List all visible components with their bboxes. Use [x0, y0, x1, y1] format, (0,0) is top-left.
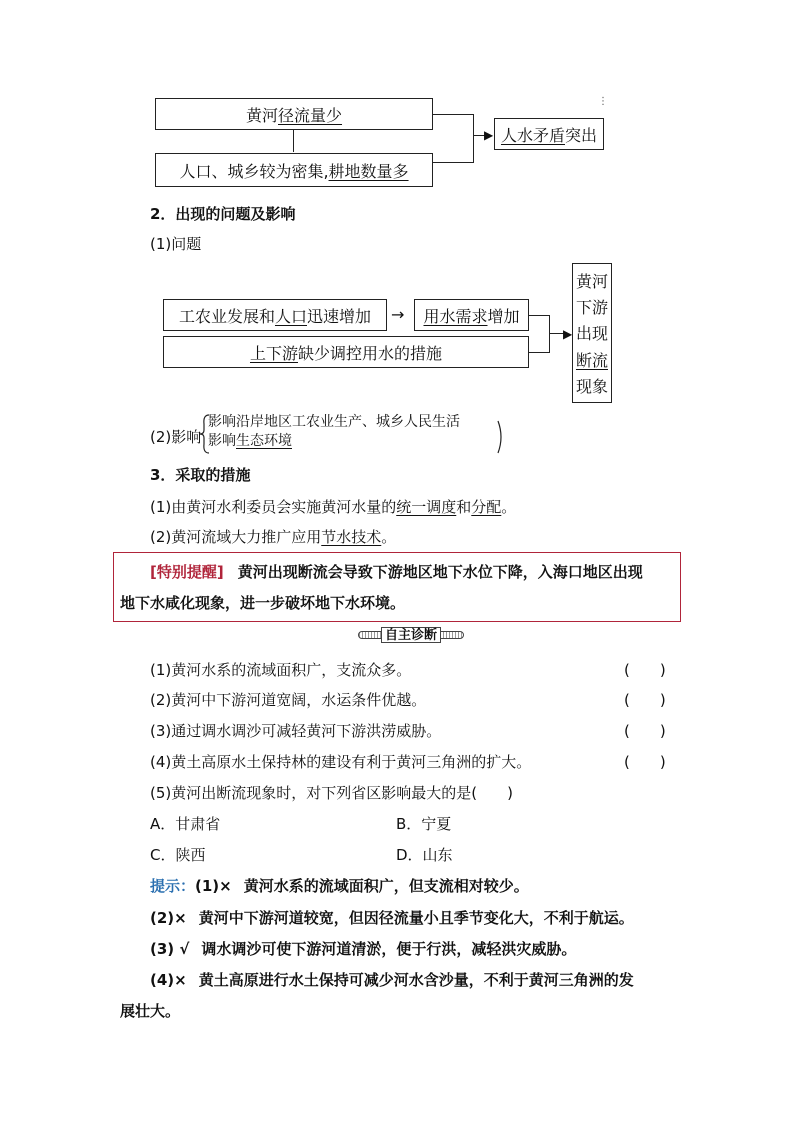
measure1-post: 。	[501, 498, 517, 516]
hint-1	[150, 876, 529, 896]
question-1: (1)黄河水系的流域面积广，支流众多。	[150, 661, 412, 679]
hint-3	[150, 939, 576, 959]
answer-paren-4[interactable]: ( )	[624, 753, 666, 771]
hint4-text: 黄土高原进行水土保持可减少河水含沙量，不利于黄河三角洲的发	[198, 971, 634, 989]
measure-2	[150, 527, 396, 547]
corner-mark: ⋮	[598, 96, 608, 107]
measure2-pre: (2)黄河流域大力推广应用	[150, 528, 322, 546]
note-tag: [特别提醒]	[150, 563, 224, 581]
impact-line-2	[208, 433, 292, 449]
box-population-pre: 人口、城乡较为密集,	[179, 161, 329, 181]
impact-line2-u: 生态环境	[236, 433, 292, 449]
measure1-u1: 统一调度	[396, 498, 457, 516]
impact-line-1: 影响沿岸地区工农业生产、城乡人民生活	[208, 414, 460, 430]
box-industry-pre: 工农业发展和	[178, 306, 275, 326]
measure2-u: 节水技术	[321, 528, 382, 546]
hint3-text: 调水调沙可使下游河道清淤，便于行洪，减轻洪灾威胁。	[201, 940, 577, 958]
hint-label: 提示：	[150, 877, 196, 895]
right-paren-icon	[497, 420, 505, 454]
box-demand-post: 增加	[487, 306, 520, 326]
box-result-cutoff	[572, 263, 612, 403]
problems-label: (1)问题	[150, 235, 202, 253]
hint1-mark: (1)×	[195, 877, 232, 895]
box-industry-u: 人口	[274, 306, 307, 326]
result-conflict-u: 人水矛盾	[500, 125, 565, 145]
arrow-right-icon: ▶	[563, 327, 573, 341]
hint2-text: 黄河中下游河道较宽，但因径流量小且季节变化大，不利于航运。	[198, 909, 634, 927]
bracket2-vertical	[549, 315, 550, 353]
cutoff-line-5: 现象	[575, 377, 608, 397]
impact-line2-pre: 影响	[208, 433, 236, 449]
note-line-2: 地下水咸化现象，进一步破坏地下水环境。	[120, 594, 406, 612]
box-population-u: 耕地数量多	[328, 161, 409, 181]
note-line-1	[150, 562, 643, 582]
measure1-mid: 和	[456, 498, 472, 516]
result-conflict-post: 突出	[565, 125, 598, 145]
measure-1	[150, 497, 516, 517]
bracket2-top	[529, 315, 549, 316]
diagram-problems	[0, 0, 794, 420]
hint-4-cont: 展壮大。	[120, 1002, 181, 1020]
option-d[interactable]: D．山东	[396, 846, 453, 864]
answer-paren-2[interactable]: ( )	[624, 691, 666, 709]
box-regulation-u: 上下游	[249, 343, 298, 363]
measure1-u2: 分配	[471, 498, 502, 516]
box-water-demand	[414, 299, 529, 331]
section2-heading: 2．出现的问题及影响	[150, 205, 296, 223]
option-b[interactable]: B．宁夏	[396, 815, 452, 833]
question-3: (3)通过调水调沙可减轻黄河下游洪涝威胁。	[150, 722, 442, 740]
question-4: (4)黄土高原水土保持林的建设有利于黄河三角洲的扩大。	[150, 753, 532, 771]
box-runoff-pre: 黄河	[245, 105, 278, 125]
box-runoff-u: 径流量少	[278, 105, 343, 125]
box-industry-post: 迅速增加	[307, 306, 372, 326]
answer-paren-3[interactable]: ( )	[624, 722, 666, 740]
section3-heading: 3．采取的措施	[150, 466, 251, 484]
hint2-mark: (2)×	[150, 909, 187, 927]
question-2: (2)黄河中下游河道宽阔，水运条件优越。	[150, 691, 427, 709]
cutoff-line-3: 出现	[575, 324, 608, 344]
cutoff-line-4: 断流	[575, 350, 608, 370]
note-text-1: 黄河出现断流会导致下游地区地下水位下降，入海口地区出现	[237, 563, 643, 581]
hint3-mark: (3) √	[150, 940, 190, 958]
option-a[interactable]: A．甘肃省	[150, 815, 221, 833]
box-industry-growth	[163, 299, 387, 331]
arrow-right-icon: ▶	[484, 128, 494, 142]
measure1-pre: (1)由黄河水利委员会实施黄河水量的	[150, 498, 397, 516]
hint1-text: 黄河水系的流域面积广，但支流相对较少。	[243, 877, 529, 895]
cutoff-line-2: 下游	[575, 298, 608, 318]
diagnosis-banner	[358, 627, 464, 643]
option-c[interactable]: C．陕西	[150, 846, 206, 864]
cutoff-line-1: 黄河	[575, 271, 608, 291]
hint-2	[150, 908, 634, 928]
hint4-mark: (4)×	[150, 971, 187, 989]
hint-4	[150, 970, 634, 990]
arrow-right-icon: →	[391, 305, 405, 324]
box-demand-u: 用水需求	[423, 306, 488, 326]
measure2-post: 。	[381, 528, 397, 546]
answer-paren-1[interactable]: ( )	[624, 661, 666, 679]
impact-label: (2)影响	[150, 428, 202, 446]
box-regulation-post: 缺少调控用水的措施	[298, 343, 443, 363]
bracket2-bottom	[529, 352, 549, 353]
banner-title: 自主诊断	[381, 627, 441, 643]
box-no-regulation	[163, 336, 529, 368]
question-5: (5)黄河出断流现象时，对下列省区影响最大的是( )	[150, 784, 513, 802]
